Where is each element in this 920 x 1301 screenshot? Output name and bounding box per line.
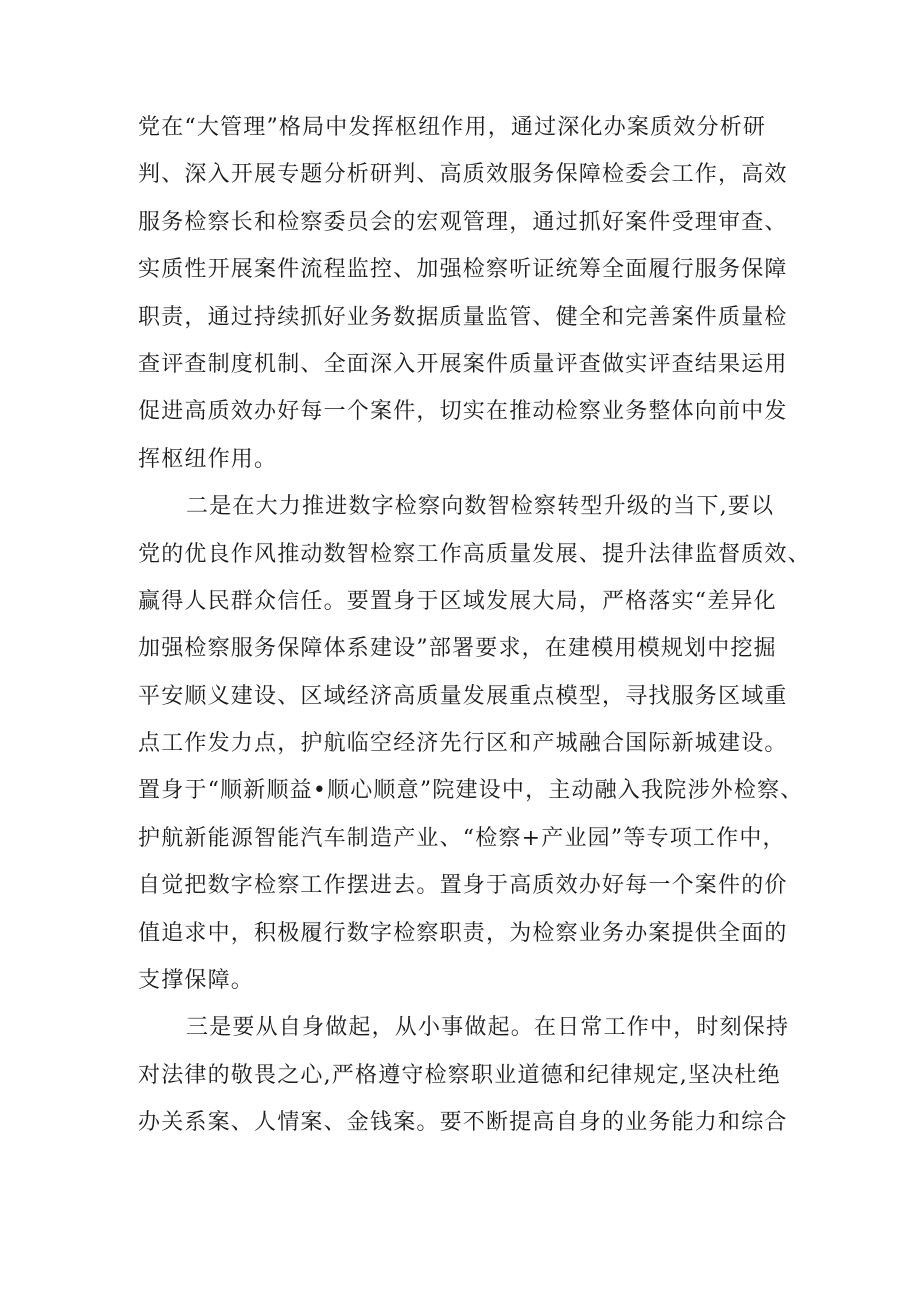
text-line: 对法律的敬畏之心,严格遵守检察职业道德和纪律规定,坚决杜绝 <box>138 1062 781 1088</box>
text-line: 判、深入开展专题分析研判、高质效服务保障检委会工作，高效 <box>138 162 788 188</box>
paragraph-1 <box>138 104 798 483</box>
text-line: 党的优良作风推动数智检察工作高质量发展、提升法律监督质效、 <box>138 541 811 567</box>
text-line: 职责，通过持续抓好业务数据质量监管、健全和完善案件质量检 <box>138 304 788 330</box>
text-line: 查评查制度机制、全面深入开展案件质量评查做实评查结果运用 <box>138 351 788 377</box>
paragraph-2 <box>138 483 811 1004</box>
text-line: 置身于“顺新顺益•顺心顺意”院建设中，主动融入我院涉外检察、 <box>138 778 804 804</box>
document-body <box>138 104 811 1147</box>
text-line: 点工作发力点，护航临空经济先行区和产城融合国际新城建设。 <box>138 731 788 757</box>
text-line: 三是要从自身做起，从小事做起。在日常工作中，时刻保持 <box>186 1015 790 1041</box>
text-line: 办关系案、人情案、金钱案。要不断提高自身的业务能力和综合 <box>138 1110 788 1136</box>
text-line: 护航新能源智能汽车制造产业、“检察+产业园”等专项工作中， <box>138 825 786 851</box>
text-line: 赢得人民群众信任。要置身于区域发展大局，严格落实“差异化 <box>138 588 777 614</box>
text-line: 值追求中，积极履行数字检察职责，为检察业务办案提供全面的 <box>138 920 788 946</box>
text-line: 支撑保障。 <box>138 968 255 994</box>
text-line: 二是在大力推进数字检察向数智检察转型升级的当下,要以 <box>186 494 775 520</box>
text-line: 促进高质效办好每一个案件，切实在推动检察业务整体向前中发 <box>138 399 788 425</box>
text-line: 平安顺义建设、区域经济高质量发展重点模型，寻找服务区域重 <box>138 683 788 709</box>
paragraph-3 <box>138 1004 798 1146</box>
text-line: 实质性开展案件流程监控、加强检察听证统筹全面履行服务保障 <box>138 257 788 283</box>
text-line: 服务检察长和检察委员会的宏观管理，通过抓好案件受理审查、 <box>138 209 788 235</box>
text-line: 党在“大管理”格局中发挥枢纽作用，通过深化办案质效分析研 <box>138 115 767 140</box>
text-line: 自觉把数字检察工作摆进去。置身于高质效办好每一个案件的价 <box>138 873 788 899</box>
text-line: 加强检察服务保障体系建设”部署要求，在建模用模规划中挖掘 <box>138 636 777 662</box>
text-line: 挥枢纽作用。 <box>138 446 278 472</box>
